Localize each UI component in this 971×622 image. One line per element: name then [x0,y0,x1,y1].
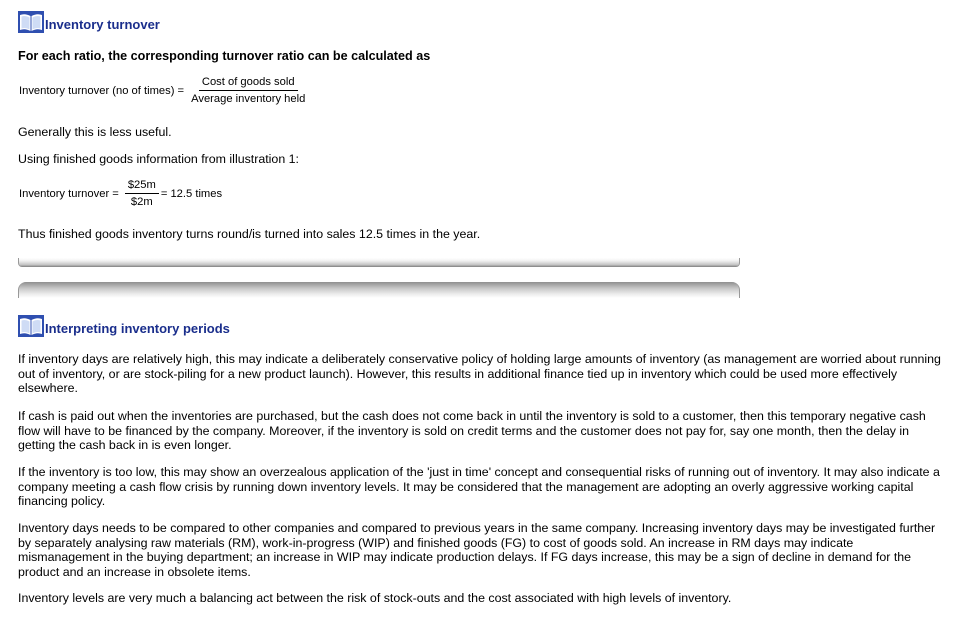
section-title: Inventory turnover [45,17,160,32]
open-book-icon [18,315,44,337]
panel-bottom-edge [18,258,740,267]
example-formula [19,179,222,208]
formula-denominator: Average inventory held [191,93,306,105]
paragraph: If cash is paid out when the inventories are purchased, but the cash does not come back in until the inventory is sold to a customer, then this temporary negative cash flow will have to be financed by the company. Moreover, if the inventory is sold on credit terms and the customer does not pay for, say one month, then the delay in getting the cash back in is even longer. [18,409,926,453]
formula-fraction [188,76,308,105]
paragraph: Inventory levels are very much a balancing act between the risk of stock-outs and the cost associated with high levels of inventory. [18,591,732,605]
using-text: Using finished goods information from illustration 1: [18,152,299,166]
conclusion-text: Thus finished goods inventory turns round/is turned into sales 12.5 times in the year. [18,227,481,241]
turnover-formula [19,76,312,105]
note-text: Generally this is less useful. [18,125,172,139]
example-result: = 12.5 times [160,187,223,200]
intro-text: For each ratio, the corresponding turnover ratio can be calculated as [18,49,431,63]
paragraph: If inventory days are relatively high, this may indicate a deliberately conservative policy of holding large amounts of inventory (as management are worried about running out of inventory, or are stock-piling for a new product launch). However, this results in additional finance tied up in inventory which could be used more effectively elsewhere. [18,352,941,396]
paragraph: If the inventory is too low, this may show an overzealous application of the 'just in time' concept and consequential risks of running out of inventory. It may also indicate a company meeting a cash flow crisis by running down inventory levels. It may be considered that the management are adopting an overly aggressive working capital financing policy. [18,465,940,509]
example-fraction [125,179,159,208]
example-denominator: $2m [130,196,153,208]
section-heading-inventory-turnover [18,11,160,33]
section-heading-interpreting [18,315,230,337]
example-numerator: $25m [125,179,159,194]
section-title: Interpreting inventory periods [45,321,230,336]
formula-label: Inventory turnover (no of times) = [19,84,185,97]
panel-top-edge [18,282,740,298]
example-label: Inventory turnover = [19,187,119,200]
paragraph: Inventory days needs to be compared to other companies and compared to previous years in the same company. Increasing inventory days may be investigated further by separately analysing raw materials (RM), work-in-progress (WIP) and finished goods (FG) to cost of goods sold. An increase in RM days may indicate mismanagement in the buying department; an increase in WIP may indicate production delays. If FG days increase, this may be a sign of decline in demand for the product and an increase in obsolete items. [18,521,936,579]
open-book-icon [18,11,44,33]
formula-numerator: Cost of goods sold [199,76,298,91]
